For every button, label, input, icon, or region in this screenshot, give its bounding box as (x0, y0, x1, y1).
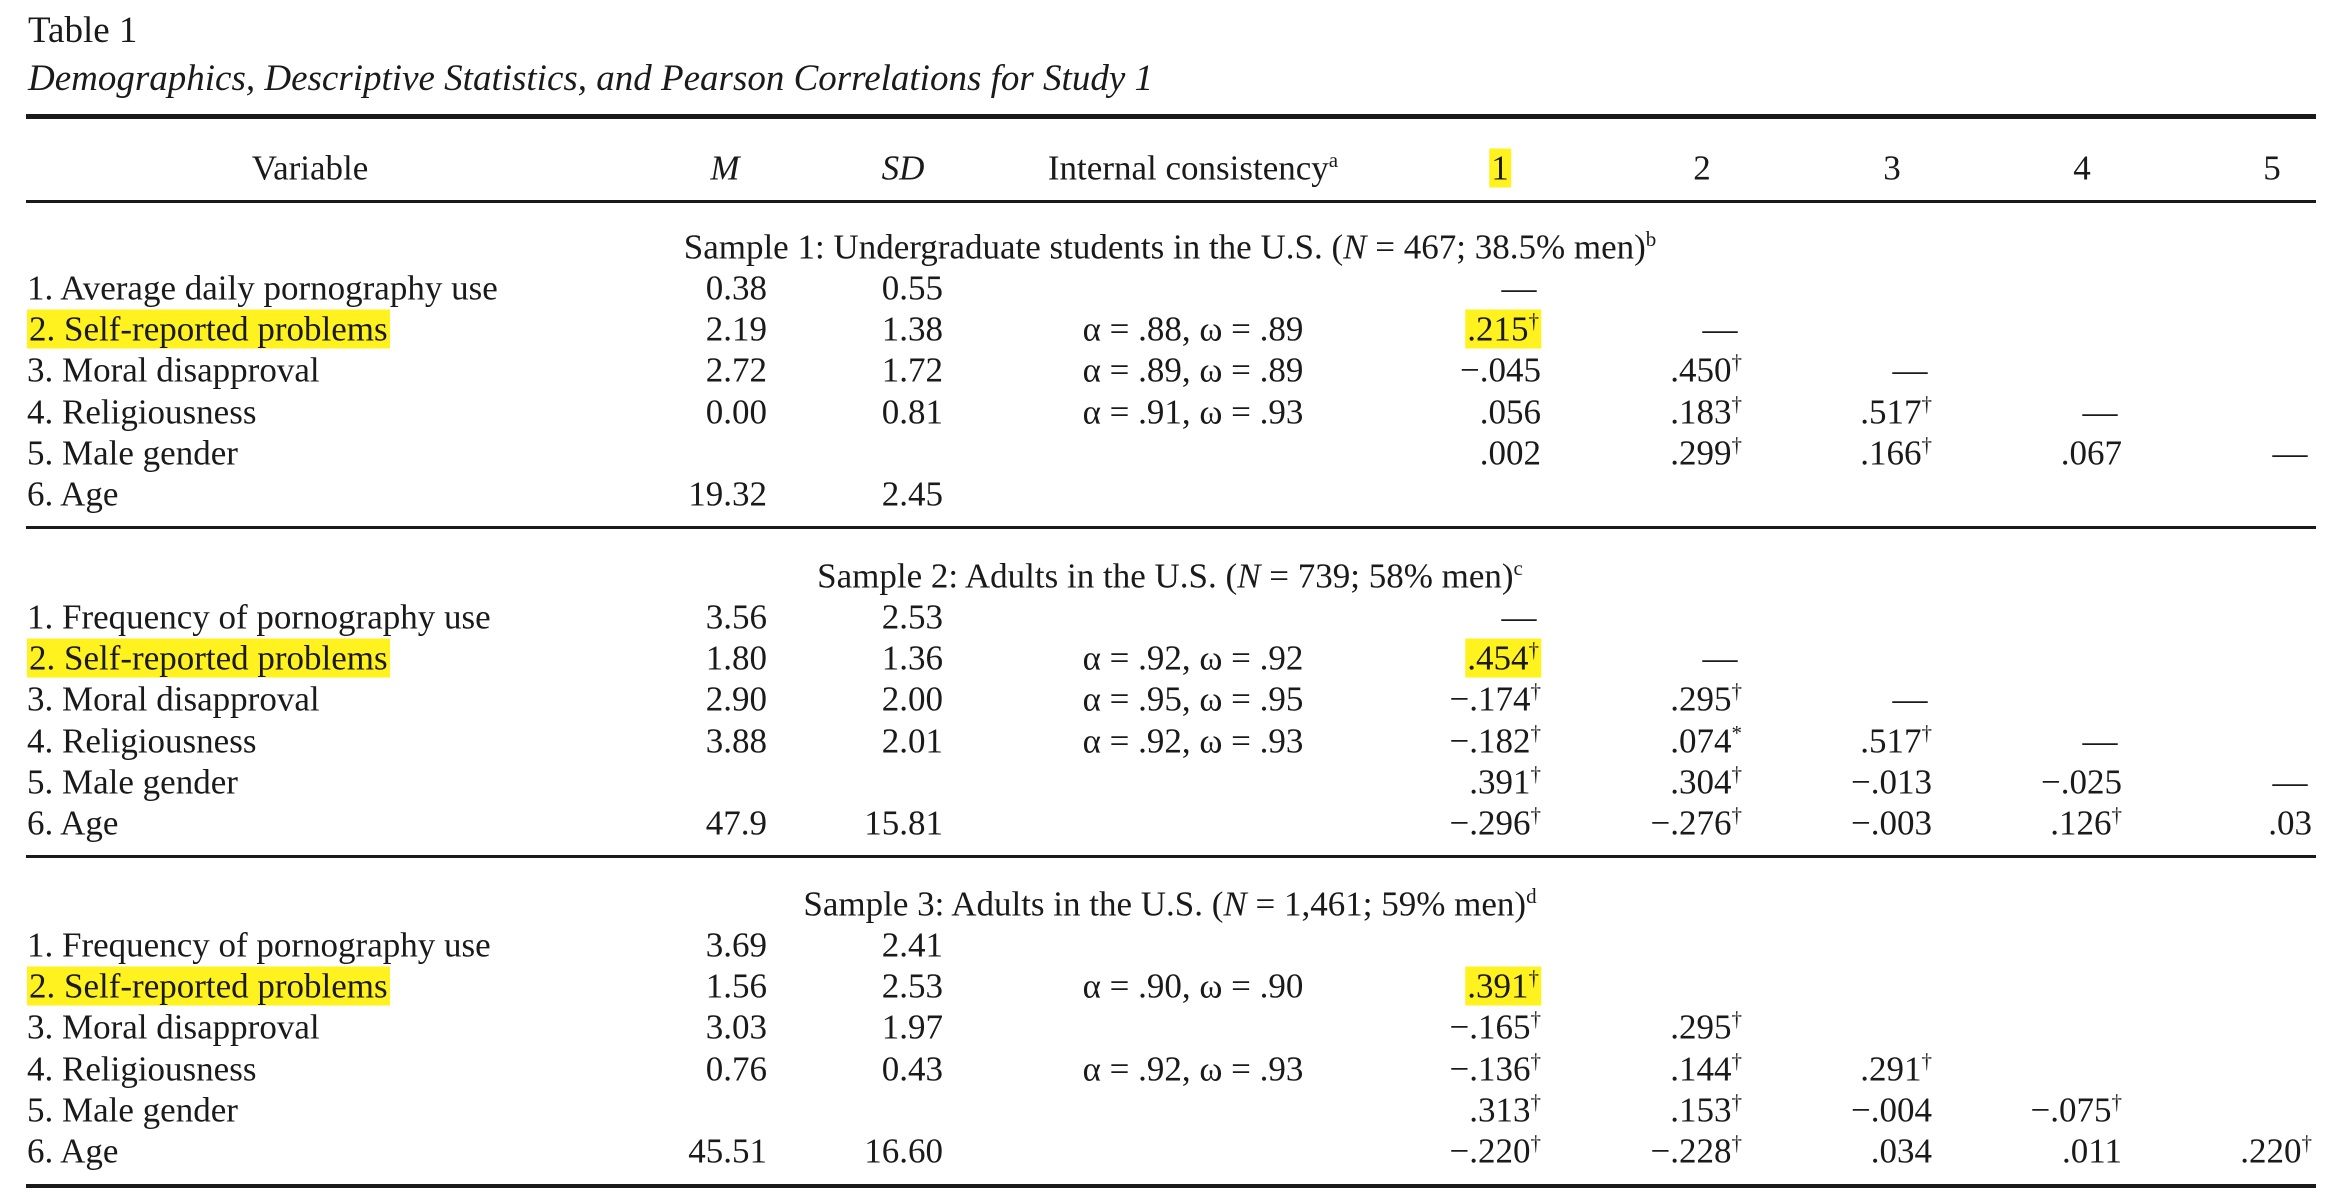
significance-mark: † (2111, 802, 2122, 827)
variable-label: 2. Self-reported problems (29, 638, 388, 678)
significance-mark: † (2111, 1089, 2122, 1114)
correlation-number: .002 (1479, 433, 1541, 473)
row-internal-consistency: α = .92, ω = .93 (1082, 1049, 1304, 1089)
correlation-number: .166 (1860, 433, 1922, 473)
correlation-value (1670, 1008, 1742, 1047)
correlation-number: .183 (1670, 392, 1732, 432)
variable-label: 4. Religiousness (27, 392, 257, 432)
sample-heading-text: = 1,461; 59% men) (1246, 884, 1527, 924)
row-variable-name (27, 1049, 257, 1089)
row-sd: 0.43 (881, 1049, 943, 1089)
header-col-3: 3 (1883, 148, 1901, 188)
correlation-number: .295 (1670, 679, 1732, 719)
correlation-number: — (1501, 268, 1537, 308)
row-sd: 0.81 (881, 392, 943, 432)
correlation-cell (1851, 1090, 1932, 1130)
sample-heading-note: d (1526, 883, 1537, 908)
correlation-number: — (1702, 309, 1738, 349)
correlation-number: .313 (1469, 1090, 1531, 1130)
correlation-cell (2082, 392, 2118, 432)
sample-divider-2 (26, 855, 2316, 858)
correlation-number: .391 (1469, 762, 1531, 802)
row-sd: 16.60 (864, 1131, 943, 1171)
correlation-cell (1449, 720, 1542, 761)
correlation-number: .215 (1467, 309, 1529, 349)
correlation-value (2273, 763, 2308, 802)
significance-mark: * (1731, 720, 1742, 745)
row-mean: 19.32 (688, 474, 767, 514)
correlation-cell (1449, 1048, 1542, 1089)
row-sd: 1.97 (881, 1007, 943, 1047)
correlation-number: .056 (1479, 392, 1541, 432)
sample-heading (803, 883, 1537, 924)
correlation-number: — (2082, 392, 2118, 432)
correlation-number: −.004 (1851, 1090, 1932, 1130)
correlation-number: .011 (2062, 1131, 2122, 1171)
header-sd: SD (881, 148, 925, 188)
correlation-number: −.220 (1449, 1131, 1531, 1171)
significance-mark: † (1731, 1006, 1742, 1031)
significance-mark: † (1731, 1130, 1742, 1155)
correlation-value (2041, 763, 2122, 802)
correlation-cell (1449, 802, 1542, 843)
correlation-cell (1860, 432, 1932, 473)
row-variable-name (27, 1090, 238, 1130)
significance-mark: † (1530, 678, 1541, 703)
correlation-cell (1449, 678, 1542, 719)
row-variable-name (27, 433, 238, 473)
correlation-value (1893, 680, 1928, 719)
variable-label: 1. Frequency of pornography use (27, 597, 491, 637)
significance-mark: † (1528, 965, 1539, 990)
row-variable-name (27, 268, 498, 308)
row-internal-consistency: α = .90, ω = .90 (1082, 966, 1304, 1006)
correlation-cell (1465, 965, 1541, 1006)
sample-heading-n: N (1223, 884, 1247, 924)
row-mean: 45.51 (688, 1131, 767, 1171)
correlation-cell (1465, 637, 1541, 678)
row-variable-name (27, 638, 390, 678)
correlation-value (1670, 1050, 1742, 1089)
row-variable-name (27, 350, 320, 390)
significance-mark: † (1530, 1130, 1541, 1155)
correlation-value (2031, 1091, 2123, 1130)
row-mean: 2.72 (705, 350, 767, 390)
row-variable-name (27, 597, 491, 637)
significance-mark: † (1921, 1048, 1932, 1073)
row-mean: 2.19 (705, 309, 767, 349)
sample-divider-1 (26, 526, 2316, 529)
correlation-cell (1860, 1048, 1932, 1089)
correlation-value (1651, 804, 1743, 843)
correlation-cell (2060, 433, 2122, 473)
table-title: Table 1 (28, 10, 138, 51)
row-variable-name (27, 474, 119, 514)
highlighted-correlation (1465, 639, 1541, 678)
row-sd: 1.38 (881, 309, 943, 349)
correlation-cell (1650, 1130, 1743, 1171)
significance-mark: † (1530, 1048, 1541, 1073)
correlation-cell (1465, 308, 1541, 349)
correlation-cell (1670, 349, 1742, 390)
row-mean: 47.9 (705, 803, 767, 843)
correlation-number: — (1501, 597, 1537, 637)
correlation-number: .304 (1670, 762, 1732, 802)
correlation-value (2268, 804, 2312, 843)
correlation-value (1450, 1050, 1542, 1089)
row-internal-consistency: α = .92, ω = .92 (1082, 638, 1304, 678)
correlation-cell (1851, 762, 1932, 802)
row-mean: 3.03 (705, 1007, 767, 1047)
row-mean: 0.00 (705, 392, 767, 432)
row-mean: 0.76 (705, 1049, 767, 1089)
sample-heading-note: c (1513, 555, 1523, 580)
correlation-number: .291 (1860, 1049, 1922, 1089)
correlation-number: .153 (1670, 1090, 1732, 1130)
correlation-cell (2041, 762, 2122, 802)
correlation-value (1450, 722, 1542, 761)
row-sd: 2.45 (881, 474, 943, 514)
correlation-cell (1670, 432, 1742, 473)
correlation-cell (1870, 1131, 1932, 1171)
significance-mark: † (1731, 802, 1742, 827)
correlation-cell (1501, 268, 1537, 308)
header-col-2: 2 (1693, 148, 1711, 188)
correlation-cell (1479, 433, 1541, 473)
variable-label: 6. Age (27, 1131, 119, 1171)
row-variable-name (27, 392, 257, 432)
correlation-number: .034 (1870, 1131, 1932, 1171)
correlation-cell (1892, 679, 1928, 719)
row-internal-consistency: α = .88, ω = .89 (1082, 309, 1304, 349)
correlation-cell (2062, 1131, 2122, 1171)
row-variable-name (27, 925, 491, 965)
correlation-number: — (2272, 433, 2308, 473)
correlation-cell (1449, 1130, 1542, 1171)
correlation-cell (1460, 350, 1541, 390)
correlation-cell (2240, 1130, 2312, 1171)
correlation-number: −.165 (1449, 1007, 1531, 1047)
correlation-value (1871, 1132, 1932, 1171)
correlation-cell (1670, 1048, 1742, 1089)
row-internal-consistency: α = .92, ω = .93 (1082, 721, 1304, 761)
row-variable-name (27, 803, 119, 843)
correlation-value (1502, 269, 1537, 308)
correlation-number: — (2082, 721, 2118, 761)
header-variable: Variable (251, 148, 369, 188)
correlation-number: .454 (1467, 638, 1529, 678)
correlation-number: .295 (1670, 1007, 1732, 1047)
significance-mark: † (1921, 432, 1932, 457)
correlation-number: −.003 (1851, 803, 1932, 843)
sample-heading-text: = 467; 38.5% men) (1366, 227, 1646, 267)
row-variable-name (27, 966, 390, 1006)
correlation-number: .03 (2268, 803, 2312, 843)
correlation-number: .517 (1860, 721, 1922, 761)
correlation-value (2061, 434, 2122, 473)
significance-mark: † (1530, 1089, 1541, 1114)
table-subtitle: Demographics, Descriptive Statistics, and Pearson Correlations for Study 1 (28, 58, 1153, 99)
row-mean: 2.90 (705, 679, 767, 719)
correlation-value (1670, 680, 1742, 719)
correlation-number: — (1892, 679, 1928, 719)
sample-heading (683, 226, 1657, 267)
correlation-cell (1469, 1089, 1541, 1130)
variable-label: 3. Moral disapproval (27, 350, 320, 390)
correlation-number: .126 (2050, 803, 2112, 843)
correlation-cell (1469, 761, 1541, 802)
correlation-number: .299 (1670, 433, 1732, 473)
correlation-value (2273, 434, 2308, 473)
correlation-value (1480, 434, 1541, 473)
correlation-cell (1702, 309, 1738, 349)
correlation-value (1469, 763, 1541, 802)
correlation-cell (1670, 720, 1742, 761)
correlation-value (2083, 722, 2118, 761)
significance-mark: † (1731, 761, 1742, 786)
correlation-value (1450, 1132, 1542, 1171)
correlation-cell (1670, 391, 1742, 432)
significance-mark: † (1921, 720, 1932, 745)
row-variable-name (27, 1131, 119, 1171)
significance-mark: † (1921, 391, 1932, 416)
correlation-value (1703, 310, 1738, 349)
top-rule (26, 114, 2316, 119)
significance-mark: † (2301, 1130, 2312, 1155)
header-note-a: a (1328, 147, 1339, 172)
correlation-cell (2050, 802, 2122, 843)
correlation-value (2083, 393, 2118, 432)
row-sd: 2.01 (881, 721, 943, 761)
row-internal-consistency: α = .95, ω = .95 (1082, 679, 1304, 719)
sample-heading-note: b (1645, 226, 1657, 251)
correlation-value (1450, 680, 1542, 719)
significance-mark: † (1731, 678, 1742, 703)
row-sd: 15.81 (864, 803, 943, 843)
variable-label: 5. Male gender (27, 433, 238, 473)
correlation-cell (1670, 678, 1742, 719)
row-mean: 3.88 (705, 721, 767, 761)
row-variable-name (27, 679, 320, 719)
correlation-value (1670, 722, 1742, 761)
correlation-number: .074 (1670, 721, 1732, 761)
row-variable-name (27, 762, 238, 802)
row-mean: 1.80 (705, 638, 767, 678)
row-internal-consistency: α = .91, ω = .93 (1082, 392, 1304, 432)
correlation-value (1703, 639, 1738, 678)
variable-label: 6. Age (27, 474, 119, 514)
sample-heading-n: N (1237, 556, 1261, 596)
correlation-number: — (1892, 350, 1928, 390)
correlation-number: −.045 (1460, 350, 1541, 390)
significance-mark: † (1530, 720, 1541, 745)
row-mean: 1.56 (705, 966, 767, 1006)
significance-mark: † (1731, 1048, 1742, 1073)
header-internal-consistency: Internal consistency$^a$ (1047, 147, 1339, 188)
correlation-cell (2030, 1089, 2123, 1130)
correlation-number: −.013 (1851, 762, 1932, 802)
correlation-value (2050, 804, 2122, 843)
correlation-cell (1501, 597, 1537, 637)
variable-label: 1. Average daily pornography use (27, 268, 498, 308)
correlation-number: — (2272, 762, 2308, 802)
significance-mark: † (1731, 432, 1742, 457)
significance-mark: † (1528, 308, 1539, 333)
correlation-value (1670, 393, 1742, 432)
correlation-value (2062, 1132, 2122, 1171)
header-col-5: 5 (2263, 148, 2281, 188)
correlation-value (1670, 1091, 1742, 1130)
highlighted-correlation (1465, 967, 1541, 1006)
significance-mark: † (1528, 637, 1539, 662)
sample-heading-text: = 739; 58% men) (1260, 556, 1514, 596)
variable-label: 2. Self-reported problems (29, 966, 388, 1006)
correlation-value (2240, 1132, 2312, 1171)
correlation-number: — (1702, 638, 1738, 678)
correlation-value (1670, 763, 1742, 802)
correlation-number: −.075 (2030, 1090, 2112, 1130)
correlation-cell (1670, 1006, 1742, 1047)
correlation-value (1860, 434, 1932, 473)
sample-heading (817, 555, 1523, 596)
correlation-cell (2272, 433, 2308, 473)
significance-mark: † (1530, 1006, 1541, 1031)
significance-mark: † (1731, 1089, 1742, 1114)
bottom-rule (26, 1184, 2316, 1188)
correlation-number: −.276 (1650, 803, 1732, 843)
correlation-cell (2082, 721, 2118, 761)
correlation-value (1851, 804, 1932, 843)
correlation-number: .517 (1860, 392, 1922, 432)
correlation-value (1670, 434, 1742, 473)
correlation-value (1460, 351, 1541, 390)
correlation-value (1450, 1008, 1542, 1047)
correlation-value (1670, 351, 1742, 390)
variable-label: 3. Moral disapproval (27, 679, 320, 719)
row-sd: 2.53 (881, 597, 943, 637)
row-sd: 2.00 (881, 679, 943, 719)
row-variable-name (27, 1007, 320, 1047)
row-sd: 0.55 (881, 268, 943, 308)
row-sd: 1.36 (881, 638, 943, 678)
correlation-value (1469, 1091, 1541, 1130)
row-sd: 2.53 (881, 966, 943, 1006)
correlation-value (1851, 763, 1932, 802)
correlation-number: −.182 (1449, 721, 1531, 761)
significance-mark: † (1530, 761, 1541, 786)
correlation-number: −.136 (1449, 1049, 1531, 1089)
sample-heading-text: Sample 1: Undergraduate students in the U.S. ( (683, 227, 1344, 267)
correlation-cell (1670, 1089, 1742, 1130)
highlight-marker: 1 (1491, 148, 1509, 188)
row-mean: 3.69 (705, 925, 767, 965)
correlation-cell (2268, 803, 2312, 843)
correlation-value (1651, 1132, 1743, 1171)
variable-label: 2. Self-reported problems (29, 309, 388, 349)
row-mean: 3.56 (705, 597, 767, 637)
correlation-cell (1702, 638, 1738, 678)
variable-label: 6. Age (27, 803, 119, 843)
header-m: M (710, 148, 740, 188)
correlation-number: −.174 (1449, 679, 1531, 719)
correlation-number: .220 (2240, 1131, 2302, 1171)
correlation-value (1893, 351, 1928, 390)
sample-heading-text: Sample 2: Adults in the U.S. ( (817, 556, 1238, 596)
correlation-value (1860, 722, 1932, 761)
header-col-4: 4 (2073, 148, 2091, 188)
variable-label: 1. Frequency of pornography use (27, 925, 491, 965)
correlation-cell (1650, 802, 1743, 843)
significance-mark: † (1530, 802, 1541, 827)
correlation-cell (1892, 350, 1928, 390)
correlation-cell (2272, 762, 2308, 802)
correlation-value (1450, 804, 1542, 843)
header-rule (26, 200, 2316, 203)
correlation-value (1502, 598, 1537, 637)
row-sd: 1.72 (881, 350, 943, 390)
variable-label: 5. Male gender (27, 762, 238, 802)
variable-label: 3. Moral disapproval (27, 1007, 320, 1047)
correlation-number: .450 (1670, 350, 1732, 390)
correlation-value (1480, 393, 1541, 432)
correlation-number: −.025 (2041, 762, 2122, 802)
sample-heading-text: Sample 3: Adults in the U.S. ( (803, 884, 1224, 924)
correlation-cell (1860, 391, 1932, 432)
correlation-number: −.296 (1449, 803, 1531, 843)
variable-label: 5. Male gender (27, 1090, 238, 1130)
highlighted-correlation (1465, 310, 1541, 349)
correlation-cell (1479, 392, 1541, 432)
correlation-value (1860, 393, 1932, 432)
variable-label: 4. Religiousness (27, 721, 257, 761)
significance-mark: † (1731, 349, 1742, 374)
correlation-number: −.228 (1650, 1131, 1732, 1171)
header-col-1 (1489, 148, 1511, 188)
correlation-cell (1449, 1006, 1542, 1047)
row-variable-name (27, 721, 257, 761)
correlation-number: .391 (1467, 966, 1529, 1006)
correlation-cell (1851, 803, 1932, 843)
correlation-cell (1670, 761, 1742, 802)
correlation-number: .067 (2060, 433, 2122, 473)
correlation-number: .144 (1670, 1049, 1732, 1089)
significance-mark: † (1731, 391, 1742, 416)
row-variable-name (27, 309, 390, 349)
correlation-value (1860, 1050, 1932, 1089)
correlation-cell (1860, 720, 1932, 761)
correlation-value (1851, 1091, 1932, 1130)
row-sd: 2.41 (881, 925, 943, 965)
variable-label: 4. Religiousness (27, 1049, 257, 1089)
row-mean: 0.38 (705, 268, 767, 308)
sample-heading-n: N (1343, 227, 1367, 267)
row-internal-consistency: α = .89, ω = .89 (1082, 350, 1304, 390)
